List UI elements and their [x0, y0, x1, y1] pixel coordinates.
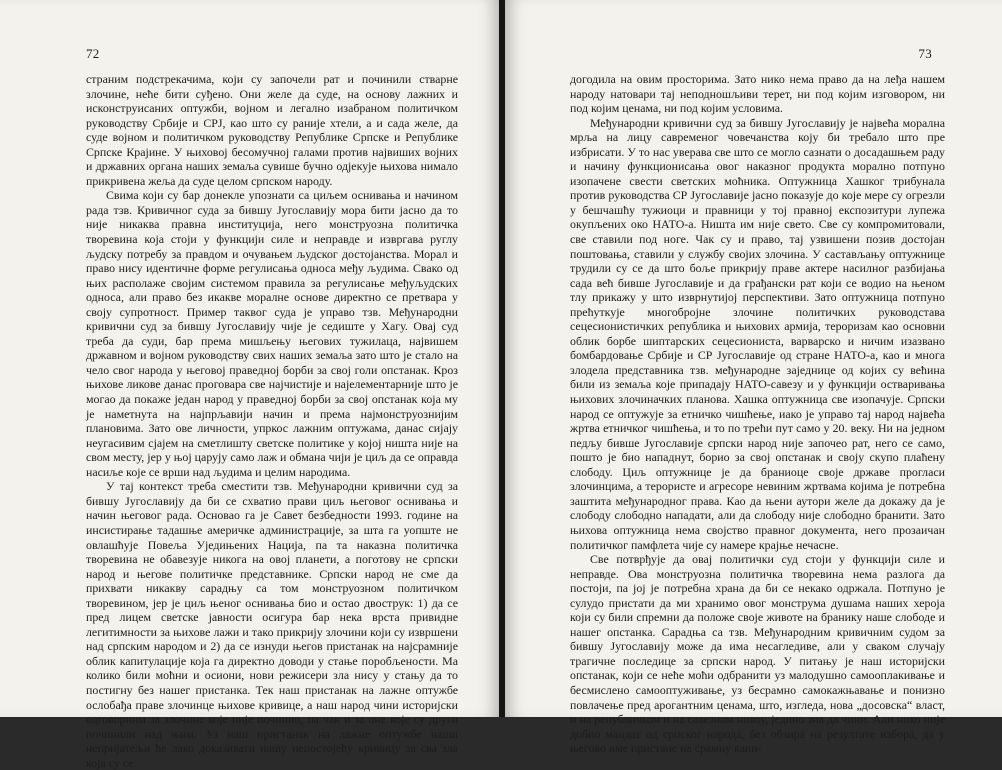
- paragraph: Све потврђује да овај политички суд стоји у функцији силе и неправде. Ова монструозна политичка творевина нема разлога да постоји, па јој је потребна храна да би се некако одржала. Потпуно је сулудо пристати да ми хранимо овог монструма душама наших хероја који су били спремни да положе своје животе на бранику наше слободе и нашег опстанка. Сарадња са тзв. Међународним кривичним судом за бившу Југославију може да има несагледиве, али у сваком случају трагичне последице за српски народ. У питању је наш историјски опстанак, који се неће моћи одбранити уз малодушно самооплакивање и бесмислено самооптуживање, уз бесрамно самокажњавање и понизно повлачење пред арогантним ценама, што, изгледа, нова „досовска“ власт, и на републичком и на савезном нивоу, једино зна да чини. Али нико није добио мандат од српског народа, без обзира на резултате избора, да у његово име пристане на срамну капи-: [570, 552, 945, 756]
- paragraph: страним подстрекачима, који су започели рат и починили стварне злочине, неће бити суђено. Они желе да суде, на основу лажних и исконструисаних оптужби, војном и легално изабраном политичком руководству Србије и СРЈ, као што су раније хтели, а и сада желе, да суде војном и политичком руководству Републике Српске и Републике Српске Крајине. У њиховој бесомучној галами против највиших војних и државних органа наших земаља сувише бучно одјекује њихова нимало прикривена жеља да суде целом српском народу.: [86, 72, 458, 188]
- paragraph: Свима који су бар донекле упознати са циљем оснивања и начином рада тзв. Кривичног суда за бившу Југославију мора бити јасно да то није никаква правна институција, него монструозна политичка творевина која стоји у функцији силе и неправде и извргава руглу људску потребу за правдом и очувањем људског достојанства. Морал и право нису идентичне форме регулисања односа међу људима. Свако од њих располаже својим системом правила за регулисање међуљудских односа, али право без икакве моралне основе директно се претвара у своју супротност. Пример таквог суда је управо тзв. Међународни кривични суд за бившу Југославију чије је седиште у Хагу. Овај суд треба да суди, бар према мишљењу његових тужилаца, највишем државном и војном руководству свих наших земаља зато што је стало на чело свог народа у његовој праведној борби за свој голи опстанак. Кроз њихове ликове данас проговара све најчистије и најелементарније што је могао да покаже један народ у праведној борби за свој опстанак која му је наметнута на најпрљавији начин и према најмонструознијим плановима. Зато ове личности, упркос лажним оптужама, данас сијају неугасивим сјајем на сметлишту светске политике у којој ништа није на свом месту, јер у њој царују само лаж и обмана чији је циљ да се оправда насиље које се врши над људима и целим народима.: [86, 188, 458, 479]
- page-number-left: 72: [86, 46, 100, 61]
- paragraph: Међународни кривични суд за бившу Југославију је највећа морална мрља на лицу савременог човечанства коју би требало што пре избрисати. У то нас уверава све што се могло сазнати о досадашњем раду и начину функционисања овог наказног продукта морално потпуно изопачене свести светских моћника. Оптужница Хашког трибунала против руководства СР Југославије јасно показује до које мере су огрезли у бешчашћу тужиоци и правници у тој правној експозитури лупежа окупљених око НАТО-а. Ништа им није свето. Све су компромитовали, све ставили под ноге. Чак су и право, тај узвишени позив достојан поштовања, ставили у службу својих злочина. У састављању оптужнице трудили су се да што боље прикрију праве актере насилног разбијања сада већ бивше Југославије и да грађански рат који се водио на њеном тлу прикажу у што изврнутијој перспективи. Зато оптужница потпуно прећуткује многобројне злочине политичких руководстава сецесионистичких република и њихових армија, тероризам као основни облик борбе шиптарских сецесиониста, варварско и ничим изазвано бомбардовање Србије и СР Југославије од стране НАТО-а, као и многа злодела представника тзв. међународне заједнице од којих су већина били из земаља које припадају НАТО-савезу и у функцији остваривања њихових злочиначких планова. Хашка оптужница све изопачује. Српски народ се оптужује за етничко чишћење, иако је управо тај народ највећа жртва етничког чишћења, и то по трећи пут само у 20. веку. Ни на једном педљу бивше Југославије српски народ није започео рат, него се само, пошто је био нападнут, борио за свој опстанак и своју скупо плаћену слободу. Циљ оптужнице је да браниоце своје државе прогласи злочинцима, а терористе и агресоре невиним жртвама којима је потребна заштита међународног права. Као да њени аутори желе да докажу да је слободу слободно нападати, али да слободу није слободно бранити. Зато њихова оптужница нема својство правног документа, него прозаичан политичког памфлета чије су намере крајње нечасне.: [570, 115, 945, 552]
- page-number-right: 73: [918, 46, 932, 61]
- left-page-body: [86, 72, 458, 770]
- right-page-body: [570, 72, 945, 756]
- paragraph: догодила на овим просторима. Зато нико нема право да на леђа нашем народу натовари тај неподношљиви терет, ни под којим изговором, ни под којим ценама, ни под којим условима.: [570, 72, 945, 116]
- right-page: [505, 0, 1002, 756]
- paragraph: У тај контекст треба сместити тзв. Међународни кривични суд за бившу Југославију да би се схватио прави циљ његовог оснивања и начин његовог рада. Основао га је Савет безбедности 1993. године на инсистирање тадашње америчке администрације, за шта га уопште не овлашћује Повеља Уједињених Нација, па та наказна политичка творевина не обавезује никога на овој планети, а поготову не српски народ и његове политичке представнике. Српски народ не сме да прихвати никакву сарадњу са том монструозном политичком творевином, јер је циљ њеног оснивања био и остао двострук: 1) да се пред лицем светске јавности осигура бар нека врста привидне легитимности за њихове лажи и тако прикрију злочини који су извршени над српским народом и 2) да се изнуди његов пристанак на најсрамније облик капитулације која га директно доводи у стање поробљености. Ма колико били моћни и осиони, нови режисери зла нису у стању да то постигну без нашег пристанка. Тек наш пристанак на лажне оптужбе ослобађа праве злочинце њихове кривице, а наш народ чини историјски одговорним за злочине које није починио, па чак и за оне које су други починили над њим. Уз наш пристанак на лажне оптужбе наши непријатељи ће лако доказивати нашу непостојећу кривицу за сва зла која су се: [86, 479, 458, 770]
- left-page: [0, 0, 499, 770]
